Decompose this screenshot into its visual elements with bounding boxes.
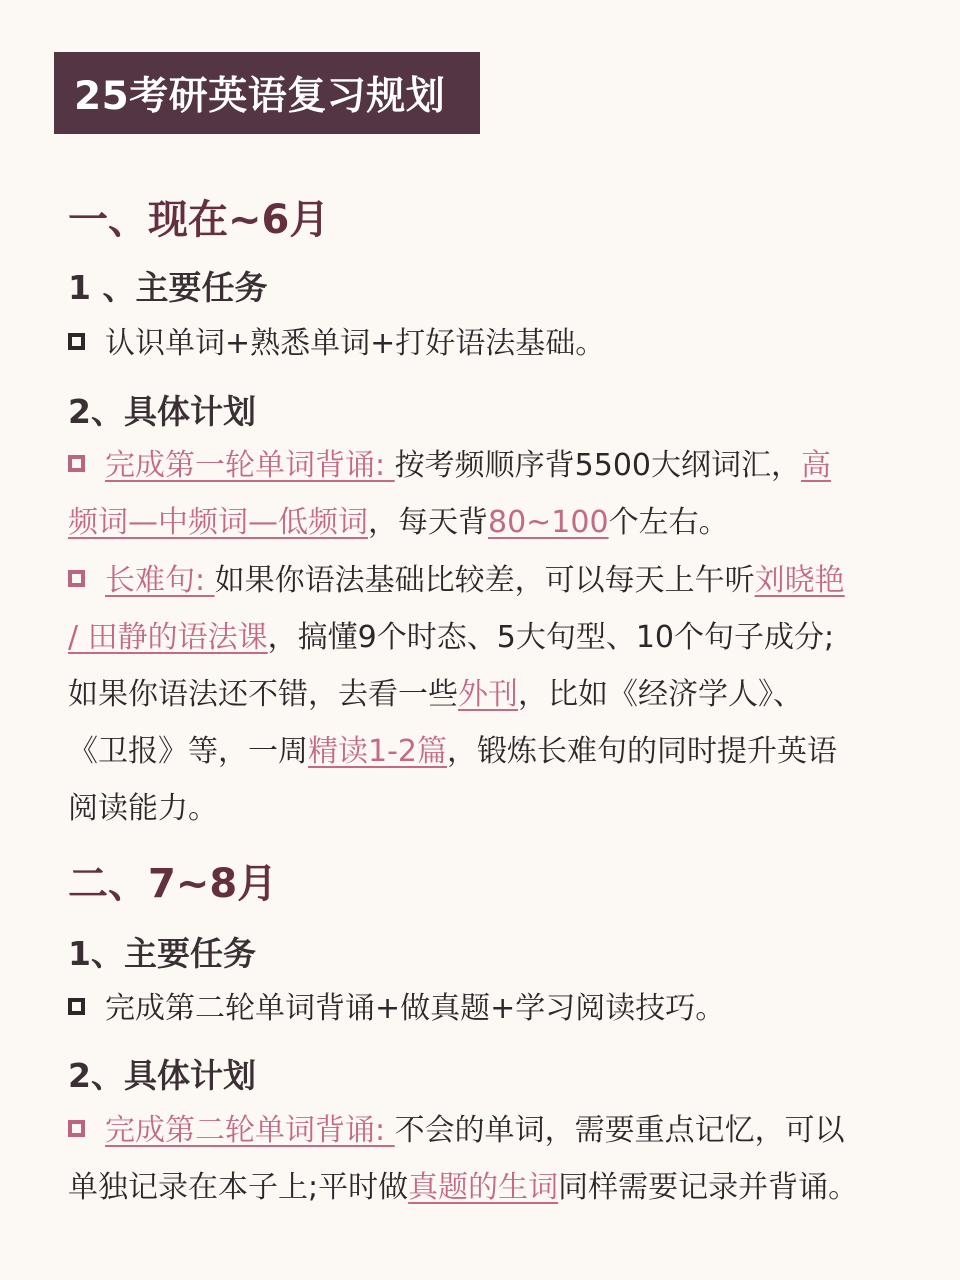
section-2-heading: 二、7~8月 [68,861,278,907]
highlight-text: 刘晓艳 [754,563,845,598]
highlight-label: 完成第一轮单词背诵: [105,448,395,483]
body-text: ，比如《经济学人》、 [518,677,803,712]
section-1-heading: 一、现在~6月 [68,197,330,243]
body-text: 按考频顺序背5500大纲词汇， [394,448,802,483]
body-text: 《卫报》等，一周 [68,734,308,769]
body-text: 同样需要记录并背诵。 [558,1170,859,1205]
body-text: 个左右。 [608,505,729,540]
highlight-text: 频词—中频词—低频词 [68,505,368,540]
body-text: ，搞懂9个时态、5大句型、10个句子成分; [267,620,835,655]
page-title-text: 25考研英语复习规划 [74,74,446,119]
body-text: 单独记录在本子上;平时做 [68,1170,409,1205]
section-2-task-text: 完成第二轮单词背诵+做真题+学习阅读技巧。 [105,991,726,1026]
section-2-task [68,980,918,1037]
section-1-plan-item-1 [68,437,918,551]
body-text: ，每天背 [368,505,488,540]
section-1-task-text: 认识单词+熟悉单词+打好语法基础。 [105,326,606,361]
highlight-label: 完成第二轮单词背诵: [105,1113,395,1148]
highlight-text: 精读1-2篇 [308,734,447,769]
checkbox-icon [68,455,85,472]
section-1-plan-item-2 [68,552,918,837]
section-2-plan-heading: 2、具体计划 [68,1056,256,1095]
body-text: 如果你语法基础比较差，可以每天上午听 [214,563,755,598]
body-text: 不会的单词，需要重点记忆，可以 [394,1113,845,1148]
section-1-task [68,315,918,372]
section-1-plan-heading: 2、具体计划 [68,392,256,431]
highlight-text: / 田静的语法课 [68,620,268,655]
page-title [54,52,480,134]
section-2-task-heading: 1、主要任务 [68,934,256,973]
checkbox-icon [68,1120,85,1137]
highlight-text: 80~100 [488,505,609,540]
highlight-text: 真题的生词 [408,1170,559,1205]
body-text: ，锻炼长难句的同时提升英语 [447,734,837,769]
checkbox-icon [68,333,85,350]
highlight-text: 外刊 [458,677,518,712]
checkbox-icon [68,570,85,587]
body-text: 如果你语法还不错，去看一些 [68,677,458,712]
section-2-plan-item-1 [68,1102,918,1216]
highlight-text: 高 [801,448,832,483]
highlight-label: 长难句: [105,563,215,598]
checkbox-icon [68,998,85,1015]
section-1-task-heading: 1 、主要任务 [68,268,268,307]
body-text: 阅读能力。 [68,791,218,826]
